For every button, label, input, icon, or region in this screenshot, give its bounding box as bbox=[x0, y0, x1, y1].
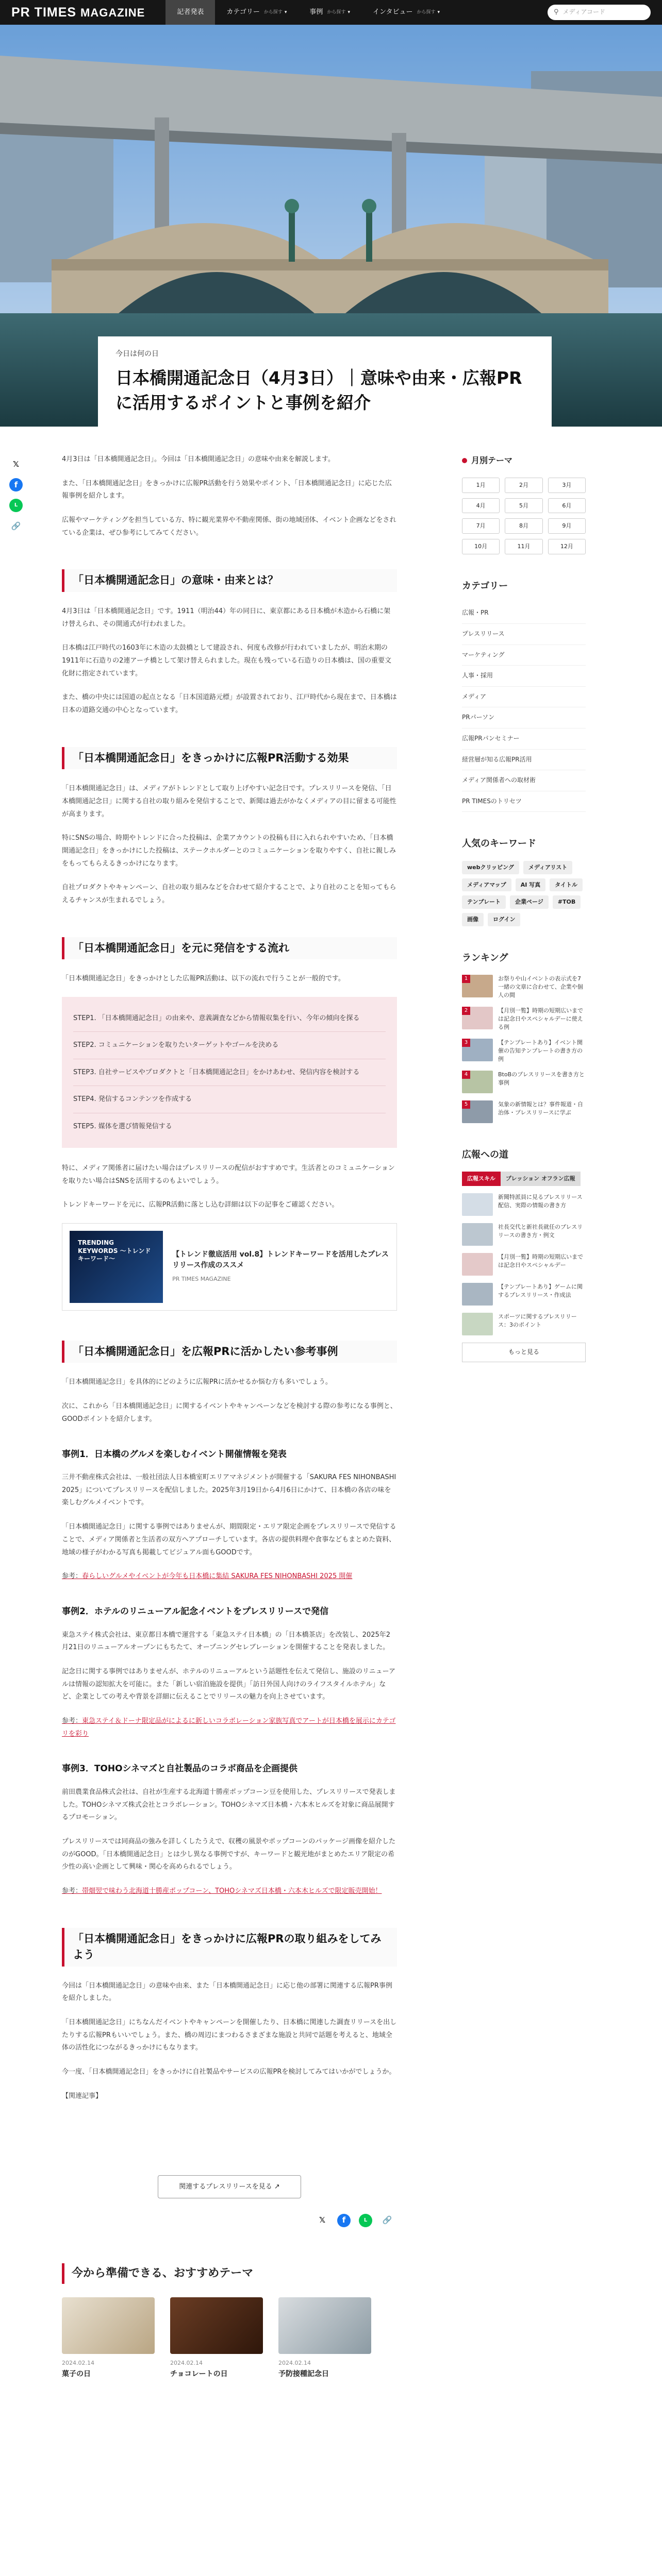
site-header bbox=[0, 0, 662, 25]
ranking-title: ランキング bbox=[462, 952, 508, 963]
kouhou-text: スポーツに関するプレスリリース：3のポイント bbox=[498, 1313, 577, 1328]
recommend-name: 予防接種記念日 bbox=[278, 2370, 329, 2379]
kouhou-tabs bbox=[462, 1172, 586, 1186]
card-source: PR TIMES MAGAZINE bbox=[172, 1276, 231, 1283]
rank-number: 2 bbox=[462, 1007, 470, 1015]
step-item: STEP5. 媒体を選び情報発信する bbox=[73, 1122, 172, 1130]
month-button[interactable]: 9月 bbox=[548, 518, 586, 534]
rank-number: 1 bbox=[462, 975, 470, 983]
recommend-list bbox=[62, 2297, 397, 2381]
paragraph: 4月3日は「日本橋開通記念日」です。1911（明治44）年の同日に、東京都にある日本橋が木造から石橋に架け替えられ、その開通式が行われました。 bbox=[62, 607, 391, 628]
card-thumbnail: TRENDING KEYWORDS 〜トレンドキーワード〜 bbox=[70, 1231, 163, 1303]
related-press-button[interactable]: 関連するプレスリリースを見る ↗ bbox=[158, 2175, 301, 2198]
line-share-icon[interactable]: L bbox=[359, 2214, 372, 2227]
paragraph: 「日本橋開通記念日」をきっかけとした広報PR活動は、以下の流れで行うことが一般的です。 bbox=[62, 975, 345, 983]
tab-other[interactable]: プレッション オフラン広報 bbox=[501, 1172, 581, 1186]
keyword-tag[interactable]: 画像 bbox=[462, 913, 484, 926]
kouhou-text: 【月別一覧】時期の短期広いまでは記念日やスペシャルデー bbox=[498, 1253, 583, 1268]
monthly-title: 月別テーマ bbox=[462, 453, 586, 468]
keyword-tag[interactable]: テンプレート bbox=[462, 895, 506, 909]
paragraph: 「日本橋開通記念日」にちなんだイベントやキャンペーンを開催したり、日本橋に関連した調査リリースを出したりする広報PRもいいでしょう。また、橋の周辺にまつわるさまざまな施設と共同で話題を考えると、地域全体の活性化につながるきっかけにもなります。 bbox=[62, 2019, 397, 2052]
category-item[interactable]: メディア bbox=[462, 687, 586, 708]
category-item[interactable]: 広報PRパンセミナー bbox=[462, 728, 586, 750]
kouhou-thumbnail bbox=[462, 1283, 493, 1306]
paragraph: 今回は「日本橋開通記念日」の意味や由来、また「日本橋開通記念日」に応じ他の部署に関連する広報PR事例を紹介しました。 bbox=[62, 1981, 392, 2003]
rank-number: 5 bbox=[462, 1100, 470, 1109]
recommend-title: 今から準備できる、おすすめテーマ bbox=[62, 2263, 397, 2284]
chevron-down-icon: ▾ bbox=[347, 9, 350, 15]
section-heading: 「日本橋開通記念日」を元に発信をする流れ bbox=[62, 937, 397, 960]
case-heading: 事例2．ホテルのリニューアル記念イベントをプレスリリースで発信 bbox=[62, 1606, 329, 1617]
category-list bbox=[462, 603, 586, 812]
section-heading: 「日本橋開通記念日」の意味・由来とは？ bbox=[62, 569, 397, 592]
keyword-list bbox=[462, 861, 586, 926]
nav-cases[interactable]: 事例 から探す ▾ bbox=[309, 8, 350, 16]
more-button[interactable]: もっと見る bbox=[462, 1343, 586, 1362]
share-bar-bottom bbox=[62, 2214, 394, 2227]
month-button[interactable]: 12月 bbox=[548, 539, 586, 554]
kouhou-thumbnail bbox=[462, 1313, 493, 1335]
section-heading: 「日本橋開通記念日」をきっかけに広報PRの取り組みをしてみよう bbox=[62, 1928, 397, 1967]
kouhou-item[interactable] bbox=[462, 1313, 586, 1335]
article-body bbox=[62, 427, 397, 2381]
recommend-date: 2024.02.14 bbox=[278, 2359, 311, 2366]
month-grid bbox=[462, 478, 586, 554]
reference-link[interactable]: 参考：帯畑翌で味わう北海道十勝産ポップコーン、TOHOシネマズ日本橋・六本木ヒルズで限定販売開始！ bbox=[62, 1887, 382, 1895]
category-item[interactable]: マーケティング bbox=[462, 645, 586, 666]
x-share-icon[interactable]: 𝕏 bbox=[319, 2215, 326, 2225]
step-item: STEP2. コミュニケーションを取りたいターゲットやゴールを決める bbox=[73, 1032, 386, 1059]
month-button[interactable]: 1月 bbox=[462, 478, 500, 493]
paragraph: 「日本橋開通記念日」を具体的にどのように広報PRに活かせるか悩む方も多いでしょう。 bbox=[62, 1378, 332, 1386]
ranking-item[interactable] bbox=[462, 1071, 586, 1093]
hero-category[interactable]: 今日は何の日 bbox=[115, 350, 159, 358]
related-section bbox=[62, 2175, 397, 2198]
recommend-item[interactable] bbox=[278, 2297, 371, 2381]
ranking-text: 気象の新情報とは？事件報道・自治体・プレスリリースに学ぶ bbox=[498, 1100, 583, 1116]
step-item: STEP3. 自社サービスやプロダクトと「日本橋開通記念日」をかけあわせ、発信内容を検討する bbox=[73, 1059, 386, 1086]
related-label: 【関連記事】 bbox=[62, 2092, 103, 2100]
nav-interview[interactable]: インタビュー から探す ▾ bbox=[372, 8, 440, 16]
month-button[interactable]: 3月 bbox=[548, 478, 586, 493]
page-title: 日本橋開通記念日（4月3日）｜意味や由来・広報PRに活用するポイントと事例を紹介 bbox=[115, 368, 522, 413]
recommend-item[interactable] bbox=[62, 2297, 155, 2381]
paragraph: 東急ステイ株式会社は、東京都日本橋で運営する「東急ステイ日本橋」の「日本橋茶店」を改装し、2025年2月21日のリニューアルオープンにもちたて、オープニングセレブレーションを開催することを発表しました。 bbox=[62, 1631, 391, 1652]
facebook-share-icon[interactable]: f bbox=[337, 2214, 351, 2227]
chevron-down-icon: ▾ bbox=[437, 9, 440, 15]
reference-link[interactable]: 参考：春らしいグルメやイベントが今年も日本橋に集結 SAKURA FES NIHONBASHI 2025 開催 bbox=[62, 1572, 353, 1581]
category-item[interactable]: 経営層が知る広報PR活用 bbox=[462, 750, 586, 771]
chevron-down-icon: ▾ bbox=[284, 9, 287, 15]
ranking-item[interactable] bbox=[462, 1100, 586, 1123]
recommend-name: 菓子の日 bbox=[62, 2370, 91, 2379]
paragraph: 今一度、「日本橋開通記念日」をきっかけに自社製品やサービスの広報PRを検討してみてはいかがでしょうか。 bbox=[62, 2068, 396, 2076]
reference-link[interactable]: 参考：東急ステイ＆ドーナ限定品がによるに新しいコラボレーション家族写真でアートが日本橋を展示にカテゴリを彩り bbox=[62, 1717, 396, 1738]
ranking-item[interactable] bbox=[462, 1039, 586, 1063]
section-heading: 「日本橋開通記念日」をきっかけに広報PR活動する効果 bbox=[62, 747, 397, 770]
paragraph: 「日本橋開通記念日」は、メディアがトレンドとして取り上げやすい記念日です。プレスリリースを発信、「日本橋開通記念日」に関する自社の取り組みを発信することで、新聞は過去がかなくメディアの目に留まる可能性が高まります。 bbox=[62, 785, 396, 818]
kouhou-item[interactable] bbox=[462, 1223, 586, 1246]
keyword-tag[interactable]: AI 写真 bbox=[516, 878, 545, 892]
category-item[interactable]: PR TIMESのトリセツ bbox=[462, 791, 586, 812]
case-heading: 事例1．日本橋のグルメを楽しむイベント開催情報を発表 bbox=[62, 1449, 287, 1460]
rank-number: 4 bbox=[462, 1071, 470, 1079]
ranking-item[interactable] bbox=[462, 1007, 586, 1031]
paragraph: また、橋の中央には国道の起点となる「日本国道路元標」が設置されており、江戸時代から現在まで、日本橋は日本の道路交通の中心となっています。 bbox=[62, 693, 397, 715]
hero-title-card bbox=[98, 336, 552, 427]
ranking-item[interactable] bbox=[462, 975, 586, 999]
ranking-text: お祭りや山イベントの表示式を7 一緒の文章に合わせて、企業や個人の間 bbox=[498, 975, 583, 999]
intro-p1: 4月3日は「日本橋開通記念日」。今回は「日本橋開通記念日」の意味や由来を解説します。 bbox=[62, 455, 335, 463]
nav-press[interactable]: 記者発表 bbox=[166, 0, 215, 25]
ranking-text: BtoBのプレスリリースを書き方と事例 bbox=[498, 1071, 585, 1086]
kouhou-thumbnail bbox=[462, 1223, 493, 1246]
category-title: カテゴリー bbox=[462, 580, 508, 591]
paragraph: 特にSNSの場合、時期やトレンドに合った投稿は、企業アカウントの投稿も目に入れられやすいため、「日本橋開通記念日」をきっかけにした投稿は、ステークホルダーとのコミュニケーションを取りやすく、自社に親しみをもってもらえるきっかけになります。 bbox=[62, 834, 396, 868]
sidebar bbox=[462, 427, 586, 2381]
month-button[interactable]: 5月 bbox=[505, 498, 542, 514]
keyword-title: 人気のキーワード bbox=[462, 838, 536, 850]
steps-box bbox=[62, 997, 397, 1148]
category-item[interactable]: メディア関係者への取材術 bbox=[462, 770, 586, 791]
section-heading: 「日本橋開通記念日」を広報PRに活かしたい参考事例 bbox=[62, 1341, 397, 1363]
paragraph: 次に、これから「日本橋開通記念日」に関するイベントやキャンペーンなどを検討する際の参考になる事例と、GOODポイントを紹介します。 bbox=[62, 1402, 397, 1423]
case-heading: 事例3．TOHOシネマズと自社製品のコラボ商品を企画提供 bbox=[62, 1764, 298, 1774]
category-item[interactable]: 広報・PR bbox=[462, 603, 586, 624]
recommend-thumbnail bbox=[170, 2297, 263, 2354]
hero bbox=[0, 25, 662, 427]
month-button[interactable]: 10月 bbox=[462, 539, 500, 554]
line-share-icon[interactable]: L bbox=[9, 499, 23, 512]
paragraph: 自社プロダクトやキャンペーン、自社の取り組みなどを合わせて紹介することで、より自社のことを知ってもらえるチャンスが生まれるでしょう。 bbox=[62, 884, 396, 905]
calendar-icon bbox=[462, 458, 467, 463]
kouhou-item[interactable] bbox=[462, 1193, 586, 1216]
kouhou-text: 【テンプレートあり】ゲームに関するプレスリリース・作成法 bbox=[498, 1283, 583, 1298]
recommend-item[interactable] bbox=[170, 2297, 263, 2381]
month-button[interactable]: 4月 bbox=[462, 498, 500, 514]
search-icon: ⚲ bbox=[554, 8, 559, 16]
link-copy-icon[interactable]: 🔗 bbox=[382, 2215, 392, 2225]
ranking-text: 【月別一覧】時期の短期広いまでは記念日やスペシャルデーに使える例 bbox=[498, 1007, 583, 1030]
paragraph: トレンドキーワードを元に、広報PR活動に落とし込む詳細は以下の記事をご確認ください。 bbox=[62, 1201, 339, 1209]
intro-p3: 広報やマーケティングを担当している方、特に観光業界や不動産関係、街の地域団体、イベント企画などをされている企業は、ぜひ参考にしてみてください。 bbox=[62, 516, 396, 537]
keyword-tag[interactable]: 企業ページ bbox=[510, 895, 549, 909]
link-copy-icon[interactable]: 🔗 bbox=[11, 521, 21, 531]
kouhou-item[interactable] bbox=[462, 1253, 586, 1276]
kouhou-list bbox=[462, 1193, 586, 1362]
keyword-tag[interactable]: タイトル bbox=[550, 878, 583, 892]
ranking-list bbox=[462, 975, 586, 1123]
kouhou-thumbnail bbox=[462, 1193, 493, 1216]
recommend-thumbnail bbox=[278, 2297, 371, 2354]
keyword-tag[interactable]: webクリッピング bbox=[462, 861, 519, 874]
nav-category[interactable]: カテゴリー から探す ▾ bbox=[226, 8, 287, 16]
recommend-date: 2024.02.14 bbox=[62, 2359, 94, 2366]
kouhou-text: 新聞特派員に見るプレスリリース配信、実際の情報の書き方 bbox=[498, 1193, 583, 1209]
intro-p2: また、「日本橋開通記念日」をきっかけに広報PR活動を行う効果やポイント、「日本橋開通記念日」に応じた広報事例を紹介します。 bbox=[62, 479, 392, 500]
month-button[interactable]: 8月 bbox=[505, 518, 542, 534]
recommend-name: チョコレートの日 bbox=[170, 2370, 228, 2379]
month-button[interactable]: 7月 bbox=[462, 518, 500, 534]
main-nav bbox=[166, 0, 451, 25]
search-input[interactable]: ⚲ メディアコード bbox=[548, 5, 651, 20]
category-item[interactable]: 人事・採用 bbox=[462, 666, 586, 687]
month-button[interactable]: 11月 bbox=[505, 539, 542, 554]
paragraph: プレスリリースでは同商品の強みを詳しくしたうえで、収穫の風景やポップコーンのパッケージ画像を紹介したのがGOOD。「日本橋開通記念日」とは少し異なる事例ですが、キーワードと観光地がまとめたエリア限定の希少性の高い企画として興味・関心を高められるでしょう。 bbox=[62, 1837, 396, 1871]
recommend-thumbnail bbox=[62, 2297, 155, 2354]
x-share-icon[interactable]: 𝕏 bbox=[12, 459, 20, 469]
rank-number: 3 bbox=[462, 1039, 470, 1047]
keyword-tag[interactable]: メディアリスト bbox=[523, 861, 572, 874]
recommend-date: 2024.02.14 bbox=[170, 2359, 203, 2366]
keyword-tag[interactable]: メディアマップ bbox=[462, 878, 511, 892]
paragraph: 特に、メディア関係者に届けたい場合はプレスリリースの配信がおすすめです。生活者とのコミュニケーションを取りたい場合はSNSを活用するのもよいでしょう。 bbox=[62, 1164, 395, 1185]
paragraph: 三井不動産株式会社は、一般社団法人日本橋室町エリアマネジメントが開催する「SAKURA FES NIHONBASHI 2025」についてプレスリリースを配信しました。2025年3月19日から4月6日にかけて、日本橋の各店の味を楽しむグルメイベントです。 bbox=[62, 1473, 396, 1507]
paragraph: 日本橋は江戸時代の1603年に木造の太鼓橋として建設され、何度も改修が行われていましたが、明治末期の1911年に石造りの2連アーチ橋として架け替えられました。現在も残っている石造りの日本橋は、国の重要文化財に指定されています。 bbox=[62, 644, 391, 677]
step-item: STEP4. 発信するコンテンツを作成する bbox=[73, 1086, 386, 1113]
site-logo[interactable]: PR TIMES MAGAZINE bbox=[11, 5, 145, 20]
month-button[interactable]: 6月 bbox=[548, 498, 586, 514]
paragraph: 記念日に関する事例ではありませんが、ホテルのリニューアルという話題性を伝えて発信し、施設のリニューアルは情報の認知拡大を可能に。また「新しい宿泊施設を提供」「訪日外国人向けのライフスタイルホテル」など、企業としての考えや背景を詳細に伝えることでリリースの魅力を向上させています。 bbox=[62, 1667, 396, 1701]
share-bar bbox=[9, 457, 23, 533]
linked-article-card[interactable] bbox=[62, 1223, 397, 1311]
category-item[interactable]: プレスリリース bbox=[462, 624, 586, 645]
category-item[interactable]: PRパーソン bbox=[462, 707, 586, 728]
month-button[interactable]: 2月 bbox=[505, 478, 542, 493]
paragraph: 前田農業食品株式会社は、自社が生産する北海道十勝産ポップコーン豆を使用した、プレスリリースで発表しました。TOHOシネマズ株式会社とコラボレーション。TOHOシネマズ日本橋・六本木ヒルズを対象に商品展開するプロモーション。 bbox=[62, 1788, 396, 1822]
paragraph: 「日本橋開通記念日」に関する事例ではありませんが、期間限定・エリア限定企画をプレスリリースで発信することで、メディア関係者と生活者の双方へアプローチしています。各店の提供料理や食事などもまとめた資料、地域の様子がわかる写真も掲載してビジュアル面もGOODです。 bbox=[62, 1523, 396, 1556]
tab-skill[interactable]: 広報スキル bbox=[462, 1172, 501, 1186]
kouhou-text: 社長交代と新社長就任のプレスリリースの書き方・例文 bbox=[498, 1223, 583, 1239]
kouhou-thumbnail bbox=[462, 1253, 493, 1276]
keyword-tag[interactable]: #TOB bbox=[553, 895, 581, 909]
ranking-text: 【テンプレートあり】イベント開催の告知テンプレートの書き方の例 bbox=[498, 1039, 583, 1062]
step-item: STEP1. 「日本橋開通記念日」の由来や、意義調査などから情報収集を行い、今年の傾向を探る bbox=[73, 1005, 386, 1032]
card-title[interactable]: 【トレンド徹底活用 vol.8】トレンドキーワードを活用したプレスリリース作成のススメ bbox=[172, 1250, 389, 1270]
kouhou-title: 広報への道 bbox=[462, 1149, 508, 1160]
kouhou-item[interactable] bbox=[462, 1283, 586, 1306]
keyword-tag[interactable]: ログイン bbox=[488, 913, 520, 926]
facebook-share-icon[interactable]: f bbox=[9, 478, 23, 492]
